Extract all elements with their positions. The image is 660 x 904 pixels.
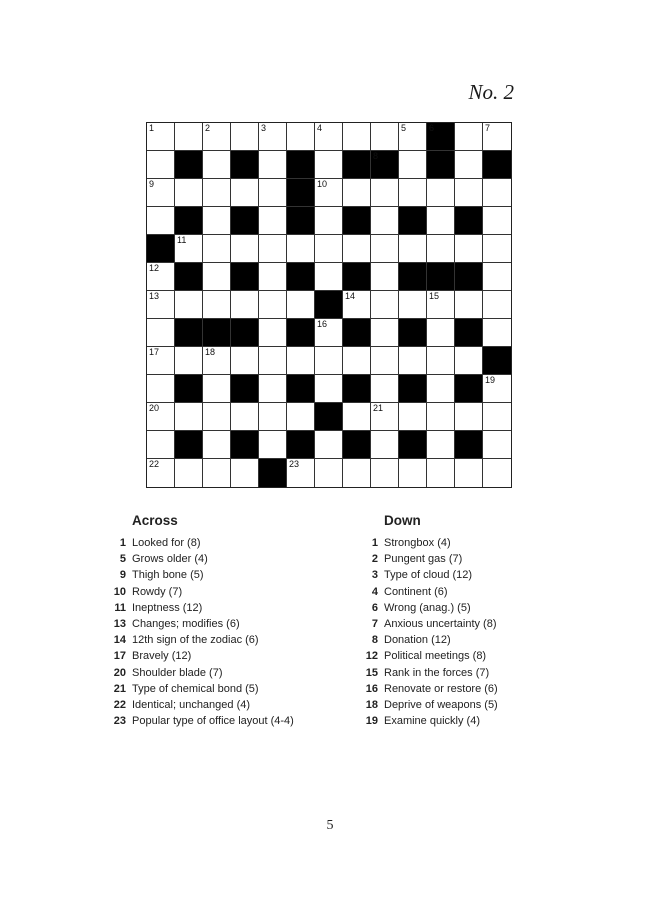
black-square — [175, 319, 203, 347]
grid-cell[interactable] — [455, 459, 483, 487]
grid-cell[interactable] — [343, 459, 371, 487]
down-clue — [358, 713, 568, 729]
grid-cell[interactable] — [147, 431, 175, 459]
grid-cell[interactable] — [203, 151, 231, 179]
grid-cell[interactable] — [427, 459, 455, 487]
grid-cell[interactable] — [455, 347, 483, 375]
grid-cell[interactable] — [231, 235, 259, 263]
black-square — [343, 375, 371, 403]
grid-cell[interactable] — [259, 431, 287, 459]
grid-cell[interactable] — [315, 123, 343, 151]
grid-cell[interactable] — [315, 207, 343, 235]
grid-cell[interactable] — [203, 347, 231, 375]
clue-number: 23 — [289, 459, 300, 469]
grid-cell[interactable] — [455, 179, 483, 207]
black-square — [175, 431, 203, 459]
grid-cell[interactable] — [231, 347, 259, 375]
black-square — [231, 319, 259, 347]
down-clue — [358, 697, 568, 713]
grid-cell[interactable] — [203, 179, 231, 207]
grid-cell[interactable] — [287, 235, 315, 263]
black-square — [287, 319, 315, 347]
grid-cell[interactable] — [399, 347, 427, 375]
grid-cell[interactable] — [427, 319, 455, 347]
grid-cell[interactable] — [203, 291, 231, 319]
black-square — [175, 207, 203, 235]
black-square — [259, 459, 287, 487]
grid-cell[interactable] — [259, 179, 287, 207]
grid-cell[interactable] — [371, 319, 399, 347]
across-clue — [106, 551, 316, 567]
grid-cell[interactable] — [259, 235, 287, 263]
grid-cell[interactable] — [175, 235, 203, 263]
clue-text: Identical; unchanged (4) — [132, 699, 251, 712]
across-clue — [106, 535, 316, 551]
grid-cell[interactable] — [147, 123, 175, 151]
clue-text: Ineptness (12) — [132, 601, 203, 614]
grid-cell[interactable] — [175, 123, 203, 151]
clue-number: 7 — [485, 123, 491, 133]
grid-cell[interactable] — [315, 319, 343, 347]
clue-text: Political meetings (8) — [384, 650, 487, 663]
grid-cell[interactable] — [231, 403, 259, 431]
black-square — [455, 431, 483, 459]
clue-number: 3 — [261, 123, 267, 133]
grid-cell[interactable] — [147, 151, 175, 179]
grid-cell[interactable] — [427, 235, 455, 263]
grid-cell[interactable] — [315, 347, 343, 375]
clue-text: Grows older (4) — [132, 553, 208, 566]
clue-text: Shoulder blade (7) — [132, 666, 223, 679]
across-clue — [106, 713, 316, 729]
black-square — [315, 291, 343, 319]
clue-text: Examine quickly (4) — [384, 715, 480, 728]
grid-cell[interactable] — [259, 151, 287, 179]
clue-num: 13 — [113, 618, 126, 631]
down-clues — [358, 513, 568, 729]
down-heading: Down — [384, 513, 421, 528]
grid-cell[interactable] — [371, 123, 399, 151]
black-square — [455, 319, 483, 347]
black-square — [343, 319, 371, 347]
grid-cell[interactable] — [203, 207, 231, 235]
down-clue — [358, 535, 568, 551]
grid-cell[interactable] — [259, 263, 287, 291]
clue-number: 16 — [317, 319, 328, 329]
grid-cell[interactable] — [483, 207, 511, 235]
clue-num: 20 — [113, 666, 126, 679]
clue-number: 4 — [317, 123, 323, 133]
grid-cell[interactable] — [483, 431, 511, 459]
grid-cell[interactable] — [371, 459, 399, 487]
grid-cell[interactable] — [399, 403, 427, 431]
grid-cell[interactable] — [343, 403, 371, 431]
crossword-grid — [146, 122, 512, 488]
black-square — [287, 179, 315, 207]
clue-num: 21 — [113, 682, 126, 695]
grid-cell[interactable] — [231, 179, 259, 207]
grid-cell[interactable] — [287, 291, 315, 319]
clue-num: 16 — [365, 682, 378, 695]
grid-cell[interactable] — [287, 459, 315, 487]
grid-cell[interactable] — [203, 235, 231, 263]
clue-text: Deprive of weapons (5) — [384, 699, 498, 712]
clue-text: Thigh bone (5) — [132, 569, 204, 582]
grid-cell[interactable] — [399, 179, 427, 207]
grid-cell[interactable] — [175, 403, 203, 431]
across-clue — [106, 681, 316, 697]
black-square — [287, 207, 315, 235]
clue-num: 23 — [113, 715, 126, 728]
clue-num: 1 — [371, 537, 378, 549]
grid-cell[interactable] — [427, 207, 455, 235]
grid-cell[interactable] — [427, 291, 455, 319]
grid-cell[interactable] — [231, 459, 259, 487]
grid-cell[interactable] — [147, 291, 175, 319]
grid-cell[interactable] — [259, 207, 287, 235]
down-clue — [358, 681, 568, 697]
clue-number: 12 — [149, 263, 160, 273]
black-square — [483, 151, 511, 179]
black-square — [315, 403, 343, 431]
grid-cell[interactable] — [343, 179, 371, 207]
grid-cell[interactable] — [147, 403, 175, 431]
across-clue — [106, 632, 316, 648]
clue-text: Rank in the forces (7) — [384, 666, 490, 679]
black-square — [343, 207, 371, 235]
grid-cell[interactable] — [483, 375, 511, 403]
grid-cell[interactable] — [315, 459, 343, 487]
clue-text: Popular type of office layout (4-4) — [132, 715, 294, 728]
grid-cell[interactable] — [259, 375, 287, 403]
black-square — [371, 151, 399, 179]
grid-cell[interactable] — [483, 235, 511, 263]
clue-num: 7 — [371, 618, 378, 631]
grid-cell[interactable] — [175, 347, 203, 375]
clue-number: 14 — [345, 291, 356, 301]
clue-text: 12th sign of the zodiac (6) — [132, 634, 259, 647]
clue-num: 8 — [371, 634, 378, 647]
grid-cell[interactable] — [455, 291, 483, 319]
grid-cell[interactable] — [343, 347, 371, 375]
clue-num: 19 — [365, 715, 378, 728]
clue-number: 10 — [317, 179, 328, 189]
grid-cell[interactable] — [175, 179, 203, 207]
black-square — [231, 151, 259, 179]
grid-cell[interactable] — [147, 263, 175, 291]
grid-cell[interactable] — [147, 179, 175, 207]
grid-cell[interactable] — [483, 291, 511, 319]
grid-cell[interactable] — [371, 235, 399, 263]
across-clue — [106, 697, 316, 713]
grid-cell[interactable] — [483, 123, 511, 151]
grid-cell[interactable] — [371, 263, 399, 291]
grid-cell[interactable] — [259, 403, 287, 431]
grid-cell[interactable] — [315, 431, 343, 459]
clue-text: Anxious uncertainty (8) — [384, 618, 497, 631]
clue-number: 1 — [149, 123, 155, 133]
grid-cell[interactable] — [147, 347, 175, 375]
across-clue — [106, 616, 316, 632]
grid-cell[interactable] — [147, 375, 175, 403]
black-square — [147, 235, 175, 263]
grid-cell[interactable] — [259, 319, 287, 347]
black-square — [343, 151, 371, 179]
across-clue — [106, 567, 316, 583]
across-heading: Across — [132, 513, 178, 528]
black-square — [399, 207, 427, 235]
black-square — [203, 319, 231, 347]
grid-cell[interactable] — [483, 319, 511, 347]
black-square — [427, 263, 455, 291]
puzzle-title: No. 2 — [468, 80, 514, 104]
grid-cell[interactable] — [203, 459, 231, 487]
clue-num: 3 — [371, 569, 378, 582]
black-square — [231, 375, 259, 403]
grid-cell[interactable] — [147, 207, 175, 235]
black-square — [287, 263, 315, 291]
grid-cell[interactable] — [343, 291, 371, 319]
clue-num: 5 — [119, 553, 126, 566]
black-square — [287, 151, 315, 179]
across-clue — [106, 665, 316, 681]
grid-cell[interactable] — [315, 235, 343, 263]
across-clues — [106, 513, 316, 729]
grid-cell[interactable] — [147, 459, 175, 487]
clue-text: Strongbox (4) — [384, 537, 451, 549]
down-clue — [358, 584, 568, 600]
clue-number: 5 — [401, 123, 407, 133]
clue-number: 20 — [149, 403, 160, 413]
down-clue — [358, 600, 568, 616]
clue-number: 6 — [429, 123, 435, 133]
black-square — [427, 123, 455, 151]
across-clue-list — [106, 535, 316, 729]
across-clue — [106, 600, 316, 616]
grid-cell[interactable] — [343, 235, 371, 263]
black-square — [399, 431, 427, 459]
clue-text: Wrong (anag.) (5) — [384, 601, 471, 614]
down-clue-list — [358, 535, 568, 729]
clue-number: 18 — [205, 347, 216, 357]
clue-text: Pungent gas (7) — [384, 553, 463, 566]
grid-cell[interactable] — [287, 403, 315, 431]
black-square — [455, 207, 483, 235]
clue-text: Type of cloud (12) — [384, 569, 473, 582]
black-square — [399, 263, 427, 291]
clue-text: Changes; modifies (6) — [132, 618, 240, 631]
grid-cell[interactable] — [315, 151, 343, 179]
clue-num: 6 — [371, 601, 378, 614]
grid-cell[interactable] — [371, 431, 399, 459]
clue-number: 15 — [429, 291, 440, 301]
clue-num: 22 — [113, 699, 126, 712]
across-clue — [106, 584, 316, 600]
black-square — [175, 375, 203, 403]
grid-cell[interactable] — [343, 123, 371, 151]
grid-cell[interactable] — [203, 263, 231, 291]
clue-num: 10 — [113, 585, 126, 598]
black-square — [343, 431, 371, 459]
clue-text: Renovate or restore (6) — [384, 682, 498, 695]
clue-number: 17 — [149, 347, 160, 357]
grid-cell[interactable] — [259, 291, 287, 319]
grid-cell[interactable] — [371, 375, 399, 403]
clue-text: Bravely (12) — [132, 650, 192, 663]
grid-cell[interactable] — [175, 291, 203, 319]
grid-cell[interactable] — [483, 263, 511, 291]
down-clue — [358, 632, 568, 648]
grid-cell[interactable] — [455, 403, 483, 431]
grid-cell[interactable] — [315, 375, 343, 403]
black-square — [427, 151, 455, 179]
grid-cell[interactable] — [203, 403, 231, 431]
grid-cell[interactable] — [399, 459, 427, 487]
grid-cell[interactable] — [399, 123, 427, 151]
clue-num: 17 — [113, 650, 126, 663]
grid-cell[interactable] — [315, 263, 343, 291]
clue-num: 9 — [119, 569, 126, 582]
grid-cell[interactable] — [371, 347, 399, 375]
clue-number: 21 — [373, 403, 384, 413]
grid-cell[interactable] — [371, 291, 399, 319]
grid-cell[interactable] — [231, 291, 259, 319]
grid-cell[interactable] — [315, 179, 343, 207]
grid-cell[interactable] — [455, 151, 483, 179]
black-square — [399, 375, 427, 403]
grid-cell[interactable] — [399, 235, 427, 263]
clue-num: 1 — [119, 537, 126, 549]
grid-cell[interactable] — [483, 403, 511, 431]
clue-number: 8 — [373, 151, 379, 161]
black-square — [455, 375, 483, 403]
clue-number: 9 — [149, 179, 155, 189]
grid-cell[interactable] — [483, 179, 511, 207]
black-square — [455, 263, 483, 291]
clue-number: 22 — [149, 459, 160, 469]
grid-cell[interactable] — [371, 179, 399, 207]
black-square — [287, 375, 315, 403]
clue-num: 11 — [114, 601, 126, 614]
clue-num: 4 — [371, 585, 378, 598]
grid-cell[interactable] — [371, 403, 399, 431]
grid-cell[interactable] — [259, 347, 287, 375]
down-clue — [358, 665, 568, 681]
grid-cell[interactable] — [371, 207, 399, 235]
black-square — [287, 431, 315, 459]
clue-number: 11 — [177, 235, 187, 245]
grid-cell[interactable] — [231, 123, 259, 151]
grid-cell[interactable] — [203, 431, 231, 459]
clue-text: Donation (12) — [384, 634, 451, 647]
black-square — [231, 207, 259, 235]
clue-text: Continent (6) — [384, 585, 448, 598]
grid-cell[interactable] — [287, 347, 315, 375]
grid-cell[interactable] — [147, 319, 175, 347]
grid-cell[interactable] — [399, 151, 427, 179]
grid-cell[interactable] — [455, 123, 483, 151]
clue-num: 12 — [365, 650, 378, 663]
grid-cell[interactable] — [455, 235, 483, 263]
clue-text: Looked for (8) — [132, 537, 201, 549]
grid-cell[interactable] — [427, 179, 455, 207]
grid-cell[interactable] — [287, 123, 315, 151]
black-square — [231, 263, 259, 291]
grid-cell[interactable] — [427, 375, 455, 403]
black-square — [175, 263, 203, 291]
clue-num: 15 — [365, 666, 378, 679]
grid-cell[interactable] — [203, 375, 231, 403]
grid-cell[interactable] — [399, 291, 427, 319]
down-clue — [358, 567, 568, 583]
grid-cell[interactable] — [427, 431, 455, 459]
grid-cell[interactable] — [427, 347, 455, 375]
across-clue — [106, 648, 316, 664]
clue-text: Rowdy (7) — [132, 585, 183, 598]
down-clue — [358, 616, 568, 632]
clue-number: 13 — [149, 291, 160, 301]
grid-cell[interactable] — [175, 459, 203, 487]
black-square — [231, 431, 259, 459]
grid-cell[interactable] — [259, 123, 287, 151]
grid-cell[interactable] — [483, 459, 511, 487]
grid-cell[interactable] — [427, 403, 455, 431]
black-square — [175, 151, 203, 179]
black-square — [343, 263, 371, 291]
clue-num: 2 — [371, 553, 378, 566]
clue-text: Type of chemical bond (5) — [132, 682, 259, 695]
clue-num: 14 — [113, 634, 126, 647]
page-number: 5 — [326, 818, 334, 833]
clue-number: 19 — [485, 375, 496, 385]
clue-number: 2 — [205, 123, 211, 133]
clue-num: 18 — [365, 699, 378, 712]
down-clue — [358, 648, 568, 664]
down-clue — [358, 551, 568, 567]
black-square — [483, 347, 511, 375]
black-square — [399, 319, 427, 347]
grid-cell[interactable] — [203, 123, 231, 151]
